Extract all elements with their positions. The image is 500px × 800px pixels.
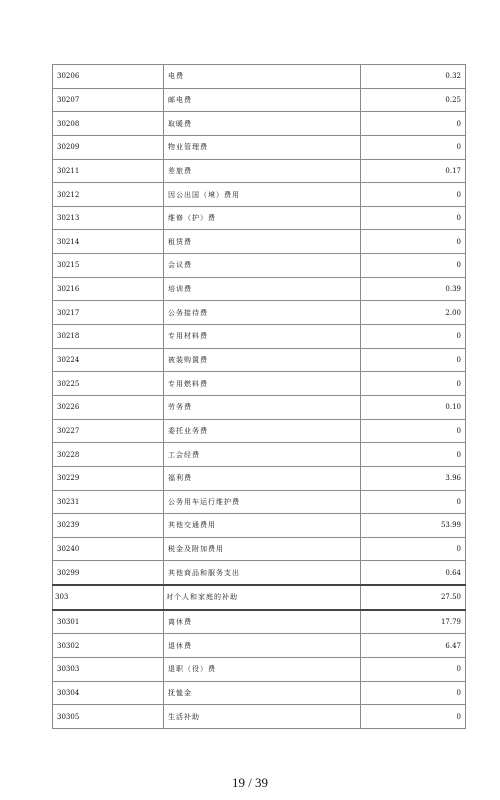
expenditure-table (52, 64, 466, 729)
code-cell: 30211 (53, 159, 164, 183)
table-row (53, 254, 466, 278)
name-cell: 公务用车运行维护费 (164, 490, 361, 514)
table-row (53, 705, 466, 729)
code-cell: 303 (53, 585, 164, 610)
amount-cell: 0 (361, 372, 466, 396)
amount-cell: 0 (361, 112, 466, 136)
name-cell: 邮电费 (164, 88, 361, 112)
code-cell: 30303 (53, 658, 164, 682)
code-cell: 30225 (53, 372, 164, 396)
name-cell: 工会经费 (164, 443, 361, 467)
table-row (53, 206, 466, 230)
table-row (53, 325, 466, 349)
code-cell: 30207 (53, 88, 164, 112)
name-cell: 租赁费 (164, 230, 361, 254)
table-row (53, 681, 466, 705)
name-cell: 劳务费 (164, 395, 361, 419)
code-cell: 30228 (53, 443, 164, 467)
amount-cell: 0 (361, 419, 466, 443)
table-row (53, 537, 466, 561)
table-body (53, 65, 466, 729)
name-cell: 专用燃料费 (164, 372, 361, 396)
code-cell: 30214 (53, 230, 164, 254)
name-cell: 专用材料费 (164, 325, 361, 349)
amount-cell: 3.96 (361, 466, 466, 490)
code-cell: 30299 (53, 561, 164, 585)
amount-cell: 0.17 (361, 159, 466, 183)
code-cell: 30227 (53, 419, 164, 443)
table-row (53, 372, 466, 396)
table-row (53, 159, 466, 183)
amount-cell: 0 (361, 348, 466, 372)
amount-cell: 2.00 (361, 301, 466, 325)
amount-cell: 17.79 (361, 610, 466, 634)
table-row (53, 443, 466, 467)
table-row (53, 395, 466, 419)
code-cell: 30226 (53, 395, 164, 419)
name-cell: 离休费 (164, 610, 361, 634)
amount-cell: 6.47 (361, 634, 466, 658)
code-cell: 30217 (53, 301, 164, 325)
code-cell: 30301 (53, 610, 164, 634)
amount-cell: 0 (361, 135, 466, 159)
code-cell: 30302 (53, 634, 164, 658)
amount-cell: 0 (361, 325, 466, 349)
name-cell: 退职（役）费 (164, 658, 361, 682)
amount-cell: 0 (361, 658, 466, 682)
table-row (53, 183, 466, 207)
amount-cell: 53.99 (361, 514, 466, 538)
code-cell: 30229 (53, 466, 164, 490)
table-row (53, 230, 466, 254)
page-number: 19 / 39 (231, 775, 269, 790)
table-row (53, 135, 466, 159)
table-row (53, 301, 466, 325)
name-cell: 会议费 (164, 254, 361, 278)
code-cell: 30206 (53, 65, 164, 89)
table-row (53, 88, 466, 112)
code-cell: 30213 (53, 206, 164, 230)
table-row (53, 658, 466, 682)
name-cell: 抚恤金 (164, 681, 361, 705)
name-cell: 其他交通费用 (164, 514, 361, 538)
code-cell: 30304 (53, 681, 164, 705)
name-cell: 电费 (164, 65, 361, 89)
table-row (53, 348, 466, 372)
name-cell: 对个人和家庭的补助 (164, 585, 361, 610)
name-cell: 取暖费 (164, 112, 361, 136)
name-cell: 生活补助 (164, 705, 361, 729)
table-group-row (53, 585, 466, 610)
code-cell: 30209 (53, 135, 164, 159)
table-row (53, 561, 466, 585)
table-row (53, 490, 466, 514)
code-cell: 30215 (53, 254, 164, 278)
amount-cell: 0.10 (361, 395, 466, 419)
amount-cell: 0 (361, 681, 466, 705)
code-cell: 30218 (53, 325, 164, 349)
name-cell: 公务接待费 (164, 301, 361, 325)
code-cell: 30239 (53, 514, 164, 538)
code-cell: 30212 (53, 183, 164, 207)
table-row (53, 112, 466, 136)
name-cell: 物业管理费 (164, 135, 361, 159)
table-row (53, 634, 466, 658)
name-cell: 税金及附加费用 (164, 537, 361, 561)
name-cell: 差旅费 (164, 159, 361, 183)
amount-cell: 0.25 (361, 88, 466, 112)
name-cell: 培训费 (164, 277, 361, 301)
name-cell: 退休费 (164, 634, 361, 658)
table-row (53, 277, 466, 301)
amount-cell: 27.50 (361, 585, 466, 610)
table-row (53, 514, 466, 538)
amount-cell: 0 (361, 537, 466, 561)
code-cell: 30231 (53, 490, 164, 514)
table-row (53, 466, 466, 490)
name-cell: 委托业务费 (164, 419, 361, 443)
table-row (53, 65, 466, 89)
amount-cell: 0.39 (361, 277, 466, 301)
amount-cell: 0 (361, 206, 466, 230)
amount-cell: 0 (361, 254, 466, 278)
amount-cell: 0.64 (361, 561, 466, 585)
code-cell: 30208 (53, 112, 164, 136)
name-cell: 被装购置费 (164, 348, 361, 372)
code-cell: 30305 (53, 705, 164, 729)
amount-cell: 0 (361, 183, 466, 207)
code-cell: 30240 (53, 537, 164, 561)
table-row (53, 610, 466, 634)
amount-cell: 0 (361, 230, 466, 254)
amount-cell: 0.32 (361, 65, 466, 89)
amount-cell: 0 (361, 490, 466, 514)
amount-cell: 0 (361, 443, 466, 467)
name-cell: 因公出国（境）费用 (164, 183, 361, 207)
name-cell: 维修（护）费 (164, 206, 361, 230)
name-cell: 福利费 (164, 466, 361, 490)
name-cell: 其他商品和服务支出 (164, 561, 361, 585)
amount-cell: 0 (361, 705, 466, 729)
code-cell: 30216 (53, 277, 164, 301)
table-row (53, 419, 466, 443)
code-cell: 30224 (53, 348, 164, 372)
